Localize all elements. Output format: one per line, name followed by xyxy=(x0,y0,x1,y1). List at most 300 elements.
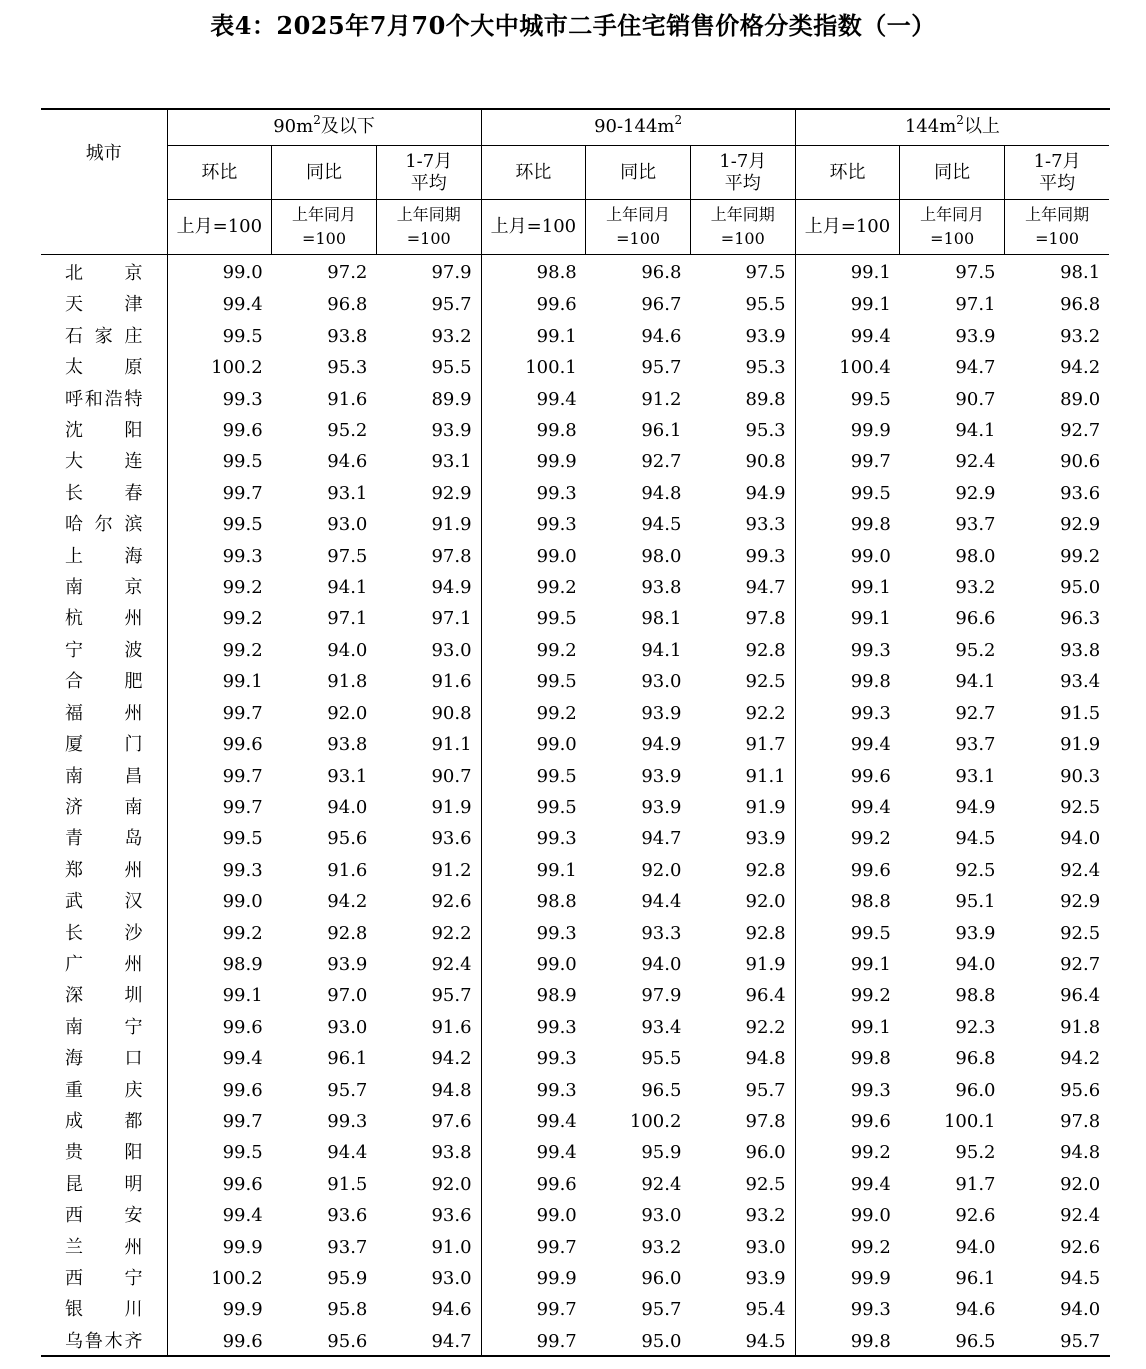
index-value: 99.5 xyxy=(795,478,900,509)
index-value: 99.7 xyxy=(167,761,272,792)
index-value: 92.8 xyxy=(745,639,786,661)
index-value: 94.2 xyxy=(1060,357,1101,379)
index-value: 94.1 xyxy=(327,577,368,599)
city-name: 郑州 xyxy=(65,859,143,881)
index-value: 92.7 xyxy=(641,451,682,473)
city-name: 上海 xyxy=(65,545,143,567)
index-value: 99.7 xyxy=(481,1326,586,1357)
city-name: 广州 xyxy=(65,953,143,975)
index-value: 99.0 xyxy=(481,541,586,572)
index-value: 94.1 xyxy=(955,671,996,693)
index-value: 92.7 xyxy=(1060,953,1101,975)
index-value: 94.8 xyxy=(745,1048,786,1070)
index-value: 99.7 xyxy=(481,1232,586,1263)
index-value: 95.5 xyxy=(745,294,786,316)
table-bottom-rule xyxy=(41,1355,1110,1357)
index-value: 97.2 xyxy=(327,261,368,283)
index-value: 93.2 xyxy=(955,577,996,599)
index-value: 96.4 xyxy=(745,985,786,1007)
index-value: 99.2 xyxy=(795,1232,900,1263)
index-value: 96.4 xyxy=(1060,985,1101,1007)
index-value: 93.1 xyxy=(431,451,472,473)
index-value: 99.3 xyxy=(795,1294,900,1325)
table-row xyxy=(41,255,1109,290)
index-value: 94.5 xyxy=(955,828,996,850)
city-name: 西宁 xyxy=(65,1268,143,1289)
index-value: 92.5 xyxy=(745,1173,786,1195)
index-value: 100.2 xyxy=(167,352,272,383)
index-value: 90.3 xyxy=(1060,765,1101,787)
index-value: 99.3 xyxy=(795,1075,900,1106)
city-name: 宁波 xyxy=(65,639,143,661)
index-value: 97.1 xyxy=(431,608,472,630)
city-name: 长春 xyxy=(65,482,143,504)
index-value: 95.1 xyxy=(955,891,996,913)
index-value: 99.5 xyxy=(481,761,586,792)
index-value: 93.9 xyxy=(955,325,996,347)
index-value: 94.9 xyxy=(641,734,682,756)
index-value: 94.0 xyxy=(955,1236,996,1258)
index-value: 91.2 xyxy=(431,859,472,881)
index-value: 94.7 xyxy=(641,828,682,850)
index-value: 94.0 xyxy=(641,953,682,975)
index-value: 92.0 xyxy=(327,702,368,724)
index-value: 91.7 xyxy=(955,1173,996,1195)
index-value: 92.4 xyxy=(955,451,996,473)
index-value: 93.3 xyxy=(745,514,786,536)
table-row xyxy=(41,289,1109,320)
base-prev-year-period: 上年同期 =100 xyxy=(690,200,795,255)
index-value: 92.7 xyxy=(1060,420,1101,442)
index-value: 99.3 xyxy=(167,855,272,886)
index-value: 99.2 xyxy=(1060,545,1101,567)
city-name: 西安 xyxy=(65,1205,143,1227)
index-value: 98.9 xyxy=(167,949,272,980)
index-value: 91.0 xyxy=(431,1236,472,1258)
index-value: 90.7 xyxy=(955,388,996,410)
table-row xyxy=(41,823,1109,854)
index-value: 94.5 xyxy=(745,1330,786,1352)
index-value: 99.4 xyxy=(167,289,272,320)
index-value: 95.6 xyxy=(327,828,368,850)
index-value: 92.6 xyxy=(1060,1236,1101,1258)
city-name: 合肥 xyxy=(65,671,143,693)
index-value: 99.4 xyxy=(795,792,900,823)
index-value: 99.4 xyxy=(167,1043,272,1074)
index-value: 92.5 xyxy=(955,859,996,881)
index-value: 91.9 xyxy=(745,796,786,818)
index-value: 94.6 xyxy=(955,1299,996,1321)
index-value: 95.7 xyxy=(1060,1330,1101,1352)
index-value: 99.9 xyxy=(481,446,586,477)
index-value: 99.0 xyxy=(481,949,586,980)
index-value: 97.8 xyxy=(1060,1110,1101,1132)
index-value: 99.2 xyxy=(795,1137,900,1168)
index-value: 94.8 xyxy=(1060,1142,1101,1164)
index-value: 97.0 xyxy=(327,985,368,1007)
index-value: 93.6 xyxy=(431,1205,472,1227)
group-header-large: $144m^2$以上 xyxy=(795,108,1109,146)
index-value: 100.2 xyxy=(167,1263,272,1294)
index-value: 92.2 xyxy=(431,922,472,944)
index-value: 92.9 xyxy=(955,482,996,504)
index-value: 99.8 xyxy=(795,1043,900,1074)
table-row xyxy=(41,384,1109,415)
yoy-header: 同比 xyxy=(272,146,377,200)
index-value: 98.0 xyxy=(641,545,682,567)
index-value: 99.6 xyxy=(167,1075,272,1106)
table-row xyxy=(41,729,1109,760)
index-value: 95.9 xyxy=(641,1142,682,1164)
index-value: 94.0 xyxy=(955,953,996,975)
base-prev-month: 上月=100 xyxy=(481,200,586,255)
index-value: 93.7 xyxy=(955,734,996,756)
index-value: 97.5 xyxy=(327,545,368,567)
index-value: 92.5 xyxy=(1060,922,1101,944)
index-value: 94.8 xyxy=(431,1079,472,1101)
index-value: 93.0 xyxy=(327,514,368,536)
index-value: 99.1 xyxy=(481,321,586,352)
index-value: 95.7 xyxy=(431,985,472,1007)
index-value: 94.5 xyxy=(1060,1268,1101,1289)
base-prev-year-month: 上年同月 =100 xyxy=(586,200,691,255)
index-value: 97.6 xyxy=(431,1110,472,1132)
base-prev-year-month: 上年同月 =100 xyxy=(900,200,1005,255)
index-value: 98.8 xyxy=(481,255,586,290)
city-name: 青岛 xyxy=(65,828,143,850)
index-value: 92.4 xyxy=(431,953,472,975)
base-prev-year-period: 上年同期 =100 xyxy=(376,200,481,255)
index-value: 91.1 xyxy=(745,765,786,787)
index-value: 93.0 xyxy=(745,1236,786,1258)
index-value: 92.3 xyxy=(955,1016,996,1038)
mom-header: 环比 xyxy=(795,146,900,200)
index-value: 98.1 xyxy=(641,608,682,630)
index-value: 93.4 xyxy=(1060,671,1101,693)
index-value: 91.1 xyxy=(431,734,472,756)
index-value: 99.1 xyxy=(167,980,272,1011)
index-value: 92.9 xyxy=(431,482,472,504)
index-value: 99.7 xyxy=(795,446,900,477)
city-name: 南宁 xyxy=(65,1016,143,1038)
index-value: 99.3 xyxy=(481,478,586,509)
table-row xyxy=(41,415,1109,446)
table-row xyxy=(41,541,1109,572)
index-value: 98.8 xyxy=(955,985,996,1007)
index-value: 93.3 xyxy=(641,922,682,944)
index-value: 99.1 xyxy=(481,855,586,886)
city-name: 兰州 xyxy=(65,1236,143,1258)
index-value: 91.5 xyxy=(327,1173,368,1195)
index-value: 94.8 xyxy=(641,482,682,504)
index-value: 97.1 xyxy=(327,608,368,630)
table-row xyxy=(41,603,1109,634)
index-value: 92.4 xyxy=(641,1173,682,1195)
index-value: 93.9 xyxy=(641,765,682,787)
index-value: 98.1 xyxy=(1060,261,1101,283)
table-row xyxy=(41,855,1109,886)
avg-header: 1-7月 平均 xyxy=(1005,146,1110,200)
index-value: 99.4 xyxy=(481,1106,586,1137)
index-value: 94.5 xyxy=(641,514,682,536)
index-value: 93.8 xyxy=(641,577,682,599)
city-name: 武汉 xyxy=(65,891,143,913)
index-value: 95.2 xyxy=(327,420,368,442)
index-value: 92.2 xyxy=(745,1016,786,1038)
city-name: 大连 xyxy=(65,451,143,473)
index-value: 96.0 xyxy=(955,1079,996,1101)
index-value: 99.5 xyxy=(481,666,586,697)
index-value: 99.0 xyxy=(167,255,272,290)
index-value: 99.5 xyxy=(481,603,586,634)
index-value: 99.3 xyxy=(481,823,586,854)
group-header-small: $90m^2$及以下 xyxy=(167,108,481,146)
city-name: 厦门 xyxy=(65,734,143,756)
index-value: 100.1 xyxy=(943,1110,996,1132)
index-value: 99.3 xyxy=(481,1012,586,1043)
index-value: 99.2 xyxy=(167,572,272,603)
city-name: 海口 xyxy=(65,1048,143,1070)
table-row xyxy=(41,509,1109,540)
base-prev-year-month: 上年同月 =100 xyxy=(272,200,377,255)
city-header-blank xyxy=(41,200,167,255)
city-name: 成都 xyxy=(65,1110,143,1132)
index-value: 92.7 xyxy=(955,702,996,724)
city-name: 深圳 xyxy=(65,985,143,1007)
city-name: 南昌 xyxy=(65,765,143,787)
index-value: 99.1 xyxy=(795,255,900,290)
index-value: 99.6 xyxy=(167,729,272,760)
index-value: 91.7 xyxy=(745,734,786,756)
city-name: 长沙 xyxy=(65,922,143,944)
index-value: 99.7 xyxy=(167,698,272,729)
index-value: 93.6 xyxy=(431,828,472,850)
yoy-header: 同比 xyxy=(900,146,1005,200)
index-value: 99.7 xyxy=(481,1294,586,1325)
index-value: 96.3 xyxy=(1060,608,1101,630)
index-value: 99.6 xyxy=(795,1106,900,1137)
index-value: 99.3 xyxy=(745,545,786,567)
index-value: 95.8 xyxy=(327,1299,368,1321)
index-value: 99.6 xyxy=(167,1169,272,1200)
table-row xyxy=(41,761,1109,792)
table-row xyxy=(41,352,1109,383)
index-value: 95.5 xyxy=(431,357,472,379)
city-name: 济南 xyxy=(65,796,143,818)
index-value: 99.0 xyxy=(795,1200,900,1231)
table-row xyxy=(41,1043,1109,1074)
index-value: 89.9 xyxy=(431,388,472,410)
table-row xyxy=(41,792,1109,823)
index-value: 99.4 xyxy=(481,384,586,415)
index-value: 97.8 xyxy=(745,1110,786,1132)
index-value: 99.5 xyxy=(167,446,272,477)
index-value: 93.0 xyxy=(327,1016,368,1038)
table-row xyxy=(41,446,1109,477)
base-prev-year-period: 上年同期 =100 xyxy=(1005,200,1110,255)
table-row xyxy=(41,1200,1109,1231)
index-value: 90.8 xyxy=(745,451,786,473)
index-value: 93.7 xyxy=(327,1236,368,1258)
index-value: 92.5 xyxy=(745,671,786,693)
table-row xyxy=(41,918,1109,949)
index-value: 93.8 xyxy=(327,325,368,347)
group-header-medium: $90-144m^2$ xyxy=(481,108,795,146)
index-value: 93.0 xyxy=(431,639,472,661)
index-value: 95.3 xyxy=(745,420,786,442)
table-row xyxy=(41,886,1109,917)
index-value: 93.2 xyxy=(431,325,472,347)
index-value: 94.4 xyxy=(641,891,682,913)
index-value: 95.7 xyxy=(327,1079,368,1101)
index-value: 94.1 xyxy=(955,420,996,442)
index-value: 95.5 xyxy=(641,1048,682,1070)
index-value: 99.1 xyxy=(795,289,900,320)
index-value: 92.8 xyxy=(745,922,786,944)
index-value: 99.3 xyxy=(481,509,586,540)
table-row xyxy=(41,321,1109,352)
index-value: 92.2 xyxy=(745,702,786,724)
index-value: 97.1 xyxy=(955,294,996,316)
index-value: 93.0 xyxy=(641,671,682,693)
index-value: 93.2 xyxy=(1060,325,1101,347)
index-value: 93.8 xyxy=(1060,639,1101,661)
index-value: 99.3 xyxy=(481,918,586,949)
index-value: 97.9 xyxy=(431,261,472,283)
index-value: 99.0 xyxy=(795,541,900,572)
index-value: 99.0 xyxy=(481,729,586,760)
index-value: 99.5 xyxy=(795,384,900,415)
index-value: 99.6 xyxy=(481,1169,586,1200)
index-value: 91.6 xyxy=(327,388,368,410)
index-value: 94.6 xyxy=(327,451,368,473)
index-value: 99.2 xyxy=(167,603,272,634)
index-value: 99.4 xyxy=(795,321,900,352)
index-value: 99.6 xyxy=(795,761,900,792)
index-value: 99.2 xyxy=(481,698,586,729)
index-value: 99.5 xyxy=(795,918,900,949)
index-value: 99.2 xyxy=(481,635,586,666)
index-value: 99.3 xyxy=(167,384,272,415)
page-title: 表4：2025年7月70个大中城市二手住宅销售价格分类指数（一） xyxy=(210,11,936,40)
index-value: 93.9 xyxy=(745,1268,786,1289)
index-value: 99.2 xyxy=(167,635,272,666)
index-value: 99.0 xyxy=(167,886,272,917)
index-value: 94.9 xyxy=(955,796,996,818)
index-value: 93.0 xyxy=(431,1268,472,1289)
avg-header: 1-7月 平均 xyxy=(690,146,795,200)
index-value: 92.6 xyxy=(955,1205,996,1227)
mom-header: 环比 xyxy=(167,146,272,200)
index-value: 93.6 xyxy=(1060,482,1101,504)
index-value: 91.9 xyxy=(431,796,472,818)
table-row xyxy=(41,1012,1109,1043)
index-value: 92.6 xyxy=(431,891,472,913)
index-value: 99.3 xyxy=(795,635,900,666)
table-row xyxy=(41,698,1109,729)
index-value: 99.7 xyxy=(167,1106,272,1137)
price-index-table xyxy=(41,108,1109,1357)
index-value: 99.9 xyxy=(167,1294,272,1325)
city-name: 昆明 xyxy=(65,1173,143,1195)
index-value: 93.9 xyxy=(641,702,682,724)
index-value: 93.9 xyxy=(641,796,682,818)
index-value: 91.8 xyxy=(327,671,368,693)
index-value: 99.6 xyxy=(167,1326,272,1357)
index-value: 94.2 xyxy=(1060,1048,1101,1070)
index-value: 96.8 xyxy=(641,261,682,283)
index-value: 99.2 xyxy=(795,823,900,854)
index-value: 99.9 xyxy=(795,415,900,446)
index-value: 92.8 xyxy=(745,859,786,881)
city-name: 太原 xyxy=(65,357,143,379)
index-value: 96.0 xyxy=(641,1268,682,1289)
index-value: 99.5 xyxy=(167,509,272,540)
city-name: 天津 xyxy=(65,294,143,316)
index-value: 95.2 xyxy=(955,639,996,661)
index-value: 94.7 xyxy=(745,577,786,599)
index-value: 93.7 xyxy=(955,514,996,536)
index-value: 89.8 xyxy=(745,388,786,410)
index-value: 95.0 xyxy=(641,1330,682,1352)
index-value: 94.7 xyxy=(431,1330,472,1352)
index-value: 99.1 xyxy=(795,603,900,634)
index-value: 93.4 xyxy=(641,1016,682,1038)
index-value: 92.8 xyxy=(327,922,368,944)
index-value: 92.4 xyxy=(1060,1205,1101,1227)
index-value: 95.7 xyxy=(641,357,682,379)
index-value: 94.0 xyxy=(1060,1299,1101,1321)
index-value: 99.9 xyxy=(481,1263,586,1294)
index-value: 96.6 xyxy=(955,608,996,630)
city-name: 杭州 xyxy=(65,608,143,630)
city-name: 呼和浩特 xyxy=(65,388,143,410)
index-value: 99.6 xyxy=(481,289,586,320)
index-value: 93.9 xyxy=(745,325,786,347)
city-name: 北京 xyxy=(65,263,143,284)
index-value: 95.3 xyxy=(327,357,368,379)
index-value: 92.9 xyxy=(1060,891,1101,913)
table-row xyxy=(41,1137,1109,1168)
index-value: 98.0 xyxy=(955,545,996,567)
index-value: 99.6 xyxy=(167,415,272,446)
index-value: 96.5 xyxy=(641,1079,682,1101)
index-value: 96.5 xyxy=(955,1330,996,1352)
table-row xyxy=(41,949,1109,980)
index-value: 95.7 xyxy=(641,1299,682,1321)
index-value: 99.5 xyxy=(167,823,272,854)
index-value: 90.8 xyxy=(431,702,472,724)
index-value: 93.2 xyxy=(745,1205,786,1227)
index-value: 99.1 xyxy=(795,1012,900,1043)
index-value: 91.5 xyxy=(1060,702,1101,724)
index-value: 96.1 xyxy=(955,1268,996,1289)
index-value: 99.1 xyxy=(795,949,900,980)
index-value: 97.9 xyxy=(641,985,682,1007)
index-value: 99.2 xyxy=(795,980,900,1011)
index-value: 99.4 xyxy=(481,1137,586,1168)
avg-header: 1-7月 平均 xyxy=(376,146,481,200)
index-value: 99.9 xyxy=(795,1263,900,1294)
index-value: 93.2 xyxy=(641,1236,682,1258)
index-value: 94.9 xyxy=(745,482,786,504)
index-value: 94.2 xyxy=(431,1048,472,1070)
table-row xyxy=(41,1169,1109,1200)
index-value: 97.8 xyxy=(431,545,472,567)
index-value: 97.8 xyxy=(745,608,786,630)
index-value: 96.1 xyxy=(327,1048,368,1070)
index-value: 95.7 xyxy=(745,1079,786,1101)
